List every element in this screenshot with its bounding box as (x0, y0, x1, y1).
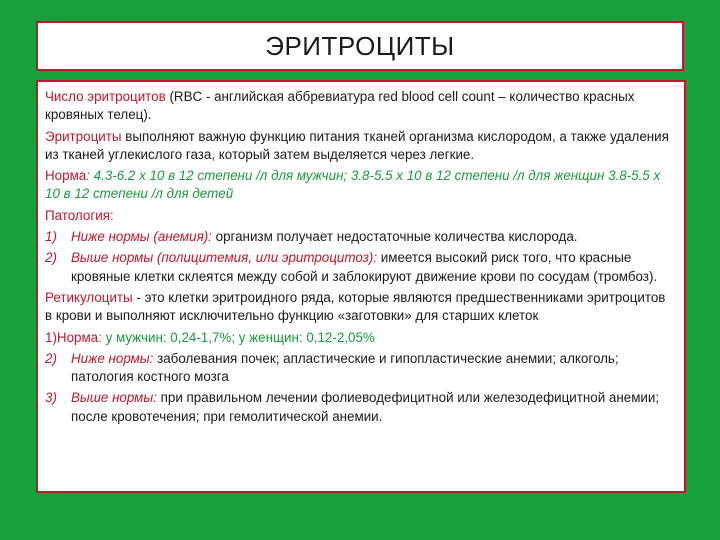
pathology-label: Патология: (45, 207, 114, 223)
ret-norm-text: : у мужчин: 0,24-1,7%; у женщин: 0,12-2,05% (98, 329, 375, 345)
pathology-item-1-text: организм получает недостаточные количества кислорода. (211, 229, 578, 245)
ret-item-2-body (71, 350, 676, 387)
reticulocytes-term: Ретикулоциты (45, 289, 133, 305)
title-box (36, 21, 684, 71)
norm-paragraph (45, 167, 676, 204)
pathology-item-1-label: Ниже нормы (анемия): (71, 229, 212, 245)
ret-item-3-label: Выше нормы: (71, 390, 157, 406)
ret-item-3 (45, 389, 676, 426)
function-paragraph (45, 128, 676, 165)
rbc-term: Число эритроцитов (45, 89, 166, 104)
pathology-item-2-text: имеется высокий риск того, что красные кровяные клетки склеятся между собой и заблокируют движение крови по сосудам (тромбоз). (71, 250, 658, 284)
reticulocytes-text: - это клетки эритроидного ряда, которые являются предшественниками эритроцитов в крови и выполняют исключительно функцию «заготовки» для старших клеток (45, 289, 666, 324)
pathology-item-2-num: 2) (45, 250, 57, 266)
pathology-item-1-body (71, 228, 676, 246)
reticulocytes-paragraph (45, 289, 676, 326)
ret-item-2-label: Ниже нормы: (71, 350, 154, 366)
pathology-item-2-label: Выше нормы (полицитемия, или эритроцитоз): (71, 250, 378, 266)
function-text: выполняют важную функцию питания тканей организма кислородом, а также удаления из тканей углекислого газа, который затем выделяется через легкие. (45, 128, 669, 162)
content-box (36, 80, 686, 493)
norm-text: : 4.3-6.2 х 10 в 12 степени /л для мужчин; 3.8-5.5 х 10 в 12 степени /л для женщин 3.8-5.5 х 10 в 12 степени /л для детей (45, 168, 661, 202)
function-term: Эритроциты (45, 128, 122, 144)
rbc-paragraph (45, 88, 676, 125)
pathology-item-2-body (71, 249, 676, 286)
pathology-item-1 (45, 228, 676, 246)
ret-item-3-num: 3) (45, 390, 57, 406)
ret-item-3-text: при правильном лечении фолиеводефицитной или железодефицитной анемии; после кровотечения; при гемолитической анемии. (71, 390, 660, 424)
ret-norm-label: 1)Норма (45, 329, 99, 345)
rbc-text: (RBC - английская аббревиатура red blood cell count – количество красных кровяных телец). (45, 89, 635, 123)
ret-item-2-text: заболевания почек; апластические и гипопластические анемии; алкоголь; патология костного мозга (71, 350, 619, 385)
page-title: ЭРИТРОЦИТЫ (265, 30, 455, 61)
ret-item-3-body (71, 389, 676, 426)
pathology-item-2 (45, 249, 676, 286)
ret-norm-paragraph (45, 329, 676, 347)
norm-label: Норма (45, 168, 87, 184)
ret-item-2 (45, 350, 676, 387)
pathology-item-1-num: 1) (45, 229, 57, 245)
ret-item-2-num: 2) (45, 350, 57, 366)
